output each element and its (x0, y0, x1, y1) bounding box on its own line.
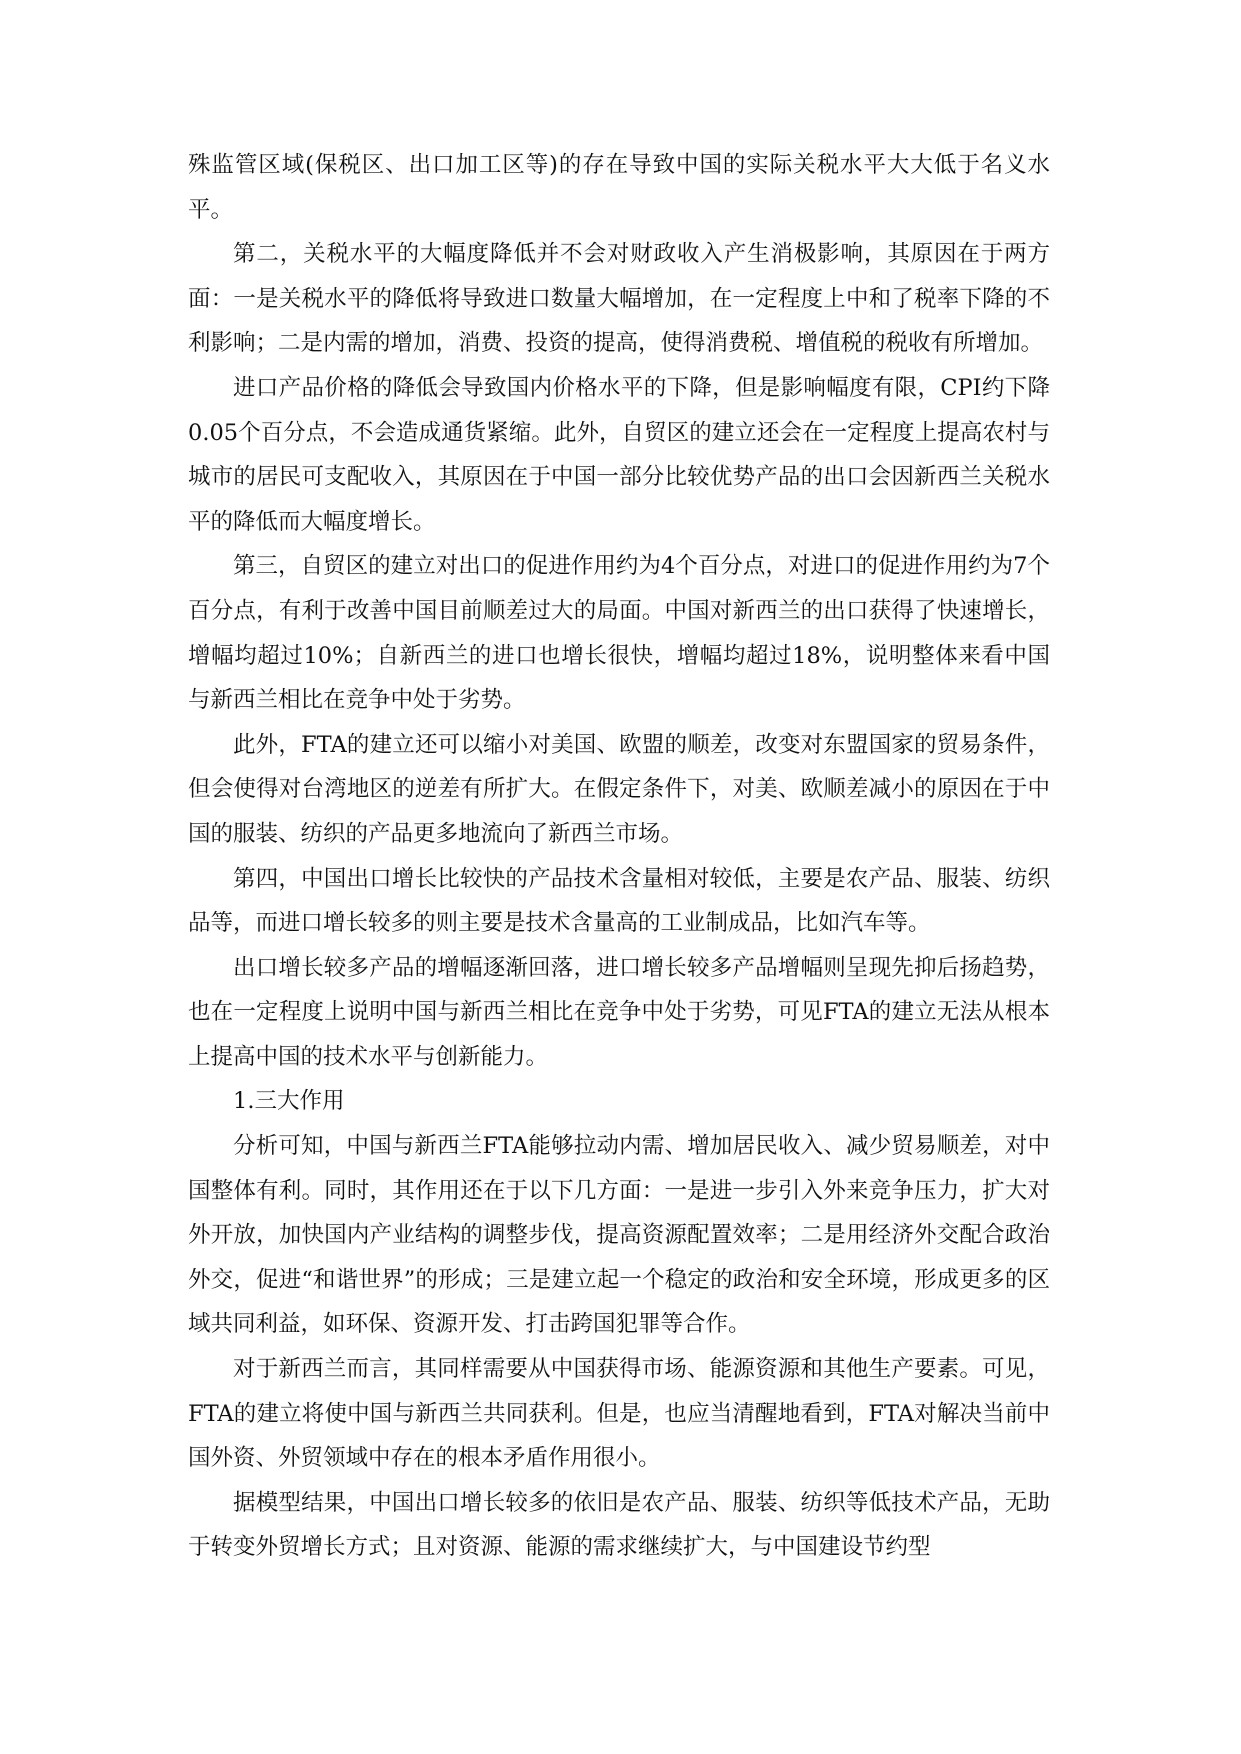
paragraph: 第四，中国出口增长比较快的产品技术含量相对较低，主要是农产品、服装、纺织品等，而进口增长较多的则主要是技术含量高的工业制成品，比如汽车等。 (188, 865, 1050, 937)
paragraph: 进口产品价格的降低会导致国内价格水平的下降，但是影响幅度有限，CPI约下降0.05个百分点，不会造成通货紧缩。此外，自贸区的建立还会在一定程度上提高农村与城市的居民可支配收入，其原因在于中国一部分比较优势产品的出口会因新西兰关税水平的降低而大幅度增长。 (188, 374, 1050, 535)
document-page (188, 143, 1050, 1570)
paragraph: 第三，自贸区的建立对出口的促进作用约为4个百分点，对进口的促进作用约为7个百分点，有利于改善中国目前顺差过大的局面。中国对新西兰的出口获得了快速增长，增幅均超过10%；自新西兰的进口也增长很快，增幅均超过18%，说明整体来看中国与新西兰相比在竞争中处于劣势。 (188, 553, 1050, 714)
paragraph: 分析可知，中国与新西兰FTA能够拉动内需、增加居民收入、减少贸易顺差，对中国整体有利。同时，其作用还在于以下几方面：一是进一步引入外来竞争压力，扩大对外开放，加快国内产业结构的调整步伐，提高资源配置效率；二是用经济外交配合政治外交，促进“和谐世界”的形成；三是建立起一个稳定的政治和安全环境，形成更多的区域共同利益，如环保、资源开发、打击跨国犯罪等合作。 (188, 1133, 1050, 1338)
paragraph: 据模型结果，中国出口增长较多的依旧是农产品、服装、纺织等低技术产品，无助于转变外贸增长方式；且对资源、能源的需求继续扩大，与中国建设节约型 (188, 1489, 1050, 1561)
section-heading: 1.三大作用 (233, 1088, 345, 1115)
paragraph: 殊监管区域(保税区、出口加工区等)的存在导致中国的实际关税水平大大低于名义水平。 (188, 152, 1050, 223)
paragraph: 第二，关税水平的大幅度降低并不会对财政收入产生消极影响，其原因在于两方面：一是关税水平的降低将导致进口数量大幅增加，在一定程度上中和了税率下降的不利影响；二是内需的增加，消费、投资的提高，使得消费税、增值税的税收有所增加。 (188, 241, 1050, 357)
paragraph: 此外，FTA的建立还可以缩小对美国、欧盟的顺差，改变对东盟国家的贸易条件，但会使得对台湾地区的逆差有所扩大。在假定条件下，对美、欧顺差减小的原因在于中国的服装、纺织的产品更多地流向了新西兰市场。 (188, 731, 1050, 847)
paragraph: 出口增长较多产品的增幅逐渐回落，进口增长较多产品增幅则呈现先抑后扬趋势，也在一定程度上说明中国与新西兰相比在竞争中处于劣势，可见FTA的建立无法从根本上提高中国的技术水平与创新能力。 (188, 954, 1050, 1070)
paragraph: 对于新西兰而言，其同样需要从中国获得市场、能源资源和其他生产要素。可见，FTA的建立将使中国与新西兰共同获利。但是，也应当清醒地看到，FTA对解决当前中国外资、外贸领域中存在的根本矛盾作用很小。 (188, 1356, 1050, 1472)
